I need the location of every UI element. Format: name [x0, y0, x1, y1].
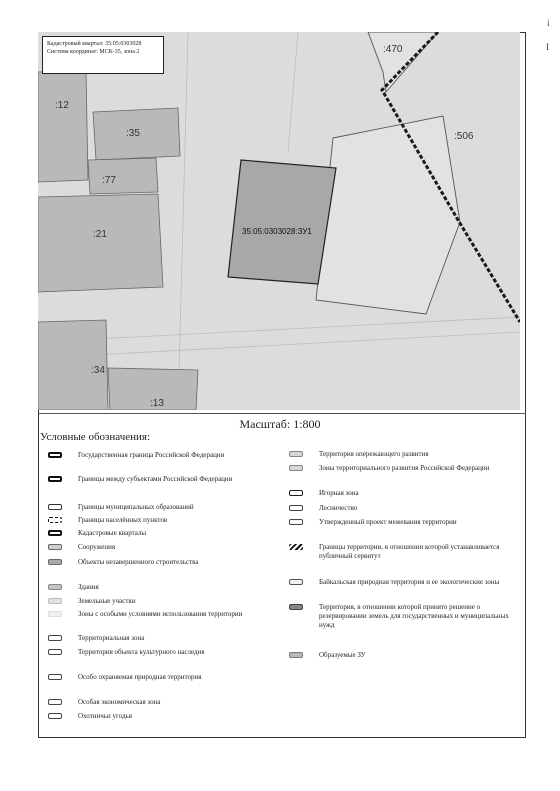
legend-swatch-icon	[48, 544, 62, 550]
map-info-box	[42, 36, 164, 74]
legend-item: Территория объекта культурного наследия	[78, 648, 268, 657]
legend-swatch-icon	[289, 604, 303, 610]
legend-item: Зоны с особыми условиями использования территории	[78, 610, 268, 619]
legend-item: Границы муниципальных образований	[78, 503, 268, 512]
label-77: :77	[102, 175, 116, 186]
cadastral-quarter-text: Кадастровый квартал: 35:05:0303028	[47, 41, 142, 47]
legend-item: Особо охраняемая природная территория	[78, 673, 268, 682]
legend-title: Условные обозначения:	[40, 431, 151, 443]
bg-line	[38, 332, 520, 358]
parcel-unlabeled	[316, 116, 460, 314]
legend-swatch-icon	[48, 713, 62, 719]
main-parcel	[228, 160, 336, 284]
legend-item: Охотничьи угодья	[78, 712, 268, 721]
legend-item: Кадастровые кварталы	[78, 529, 268, 538]
label-21: :21	[93, 229, 107, 240]
legend-swatch-icon	[48, 504, 62, 510]
parcel-77	[88, 158, 158, 194]
legend-swatch-icon	[48, 699, 62, 705]
legend-swatch-icon	[48, 559, 62, 565]
page-mark-top: i	[547, 18, 550, 28]
legend-swatch-icon	[48, 674, 62, 680]
map-scale: Масштаб: 1:800	[239, 417, 321, 431]
main-parcel-label: 35:05:0303028:ЗУ1	[242, 227, 312, 236]
legend-item: Утвержденный проект межевания территории	[319, 518, 509, 527]
legend-item: Сооружения	[78, 543, 268, 552]
page-mark-side: I	[546, 42, 549, 52]
label-470: :470	[383, 44, 403, 55]
legend-swatch-icon	[289, 579, 303, 585]
legend-swatch-icon	[289, 519, 303, 525]
label-12: :12	[55, 100, 69, 111]
bg-line	[38, 317, 520, 342]
legend-swatch-icon	[289, 465, 303, 471]
legend-swatch-icon	[48, 530, 62, 536]
legend-item: Границы территории, в отношении которой устанавливается публичный сервитут	[319, 543, 509, 561]
legend-item: Здания	[78, 583, 268, 592]
legend-swatch-icon	[48, 635, 62, 641]
legend-item: Байкальская природная территория и ее экологические зоны	[319, 578, 509, 587]
bg-line	[178, 32, 188, 410]
legend-swatch-icon	[48, 649, 62, 655]
legend-item: Зоны территориального развития Российской Федерации	[319, 464, 509, 473]
legend-item: Образуемые ЗУ	[319, 651, 509, 660]
legend-item: Территориальная зона	[78, 634, 268, 643]
label-506: :506	[454, 131, 474, 142]
legend-item: Игорная зона	[319, 489, 509, 498]
parcel-12	[38, 70, 88, 182]
parcel-21	[38, 194, 163, 292]
label-34: :34	[91, 365, 105, 376]
legend-item: Границы между субъектами Российской Федерации	[78, 475, 268, 484]
legend-item: Объекты незавершенного строительства	[78, 558, 268, 567]
legend-swatch-icon	[48, 598, 62, 604]
coordinate-system-text: Система координат: МСК-35, зона 2	[47, 49, 140, 55]
legend-swatch-icon	[48, 476, 62, 482]
legend-swatch-icon	[289, 505, 303, 511]
legend-swatch-icon	[289, 652, 303, 658]
legend-item: Особая экономическая зона	[78, 698, 268, 707]
cadastral-map	[38, 32, 520, 410]
legend-swatch-icon	[48, 584, 62, 590]
legend-swatch-icon	[289, 544, 303, 550]
map-drawing	[38, 32, 520, 410]
legend-item: Территория, в отношении которой принято решение о резервировании земель для государственных и муниципальных нужд	[319, 603, 509, 630]
legend-item: Территория опережающего развития	[319, 450, 509, 459]
legend-swatch-icon	[289, 451, 303, 457]
legend-item: Земельные участки	[78, 597, 268, 606]
legend-swatch-icon	[289, 490, 303, 496]
map-separator	[38, 413, 526, 414]
legend-swatch-icon	[48, 611, 62, 617]
label-35: :35	[126, 128, 140, 139]
legend-item: Границы населённых пунктов	[78, 516, 268, 525]
legend-item: Лесничество	[319, 504, 509, 513]
bg-line	[288, 32, 298, 152]
legend-swatch-icon	[48, 452, 62, 458]
legend-swatch-icon	[48, 517, 62, 523]
legend-item: Государственная граница Российской Федерации	[78, 451, 268, 460]
label-13: :13	[150, 398, 164, 409]
